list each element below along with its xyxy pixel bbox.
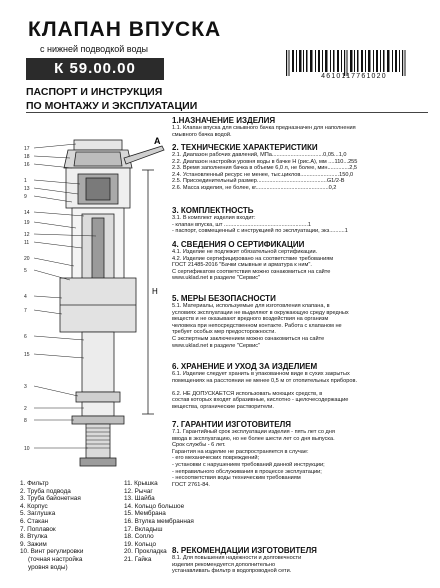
part-item: 11. Крышка: [124, 480, 158, 487]
callout-13: 7: [24, 308, 27, 314]
callout-18: 8: [24, 418, 27, 424]
callout-10: 20: [24, 256, 30, 262]
part-item: 9. Зажим: [20, 540, 47, 548]
section-title: 3. КОМПЛЕКТНОСТЬ: [172, 206, 254, 215]
callout-0: 17: [24, 146, 30, 152]
passport-heading: ПАСПОРТ И ИНСТРУКЦИЯ: [26, 86, 163, 98]
part-item: 3. Труба байонетная: [20, 495, 81, 503]
part-item: 15. Мембрана: [124, 510, 166, 518]
part-item: 18. Сопло: [124, 533, 154, 541]
callout-1: 18: [24, 154, 30, 160]
callout-8: 12: [24, 232, 30, 238]
section-title: 5. МЕРЫ БЕЗОПАСНОСТИ: [172, 294, 276, 303]
part-item: 14. Кольцо большое: [124, 502, 185, 510]
callout-7: 19: [24, 220, 30, 226]
part-item: 16. Втулка мембранная: [124, 517, 194, 525]
section-body: 7.1. Гарантийный срок эксплуатации изделия - пять лет со дня ввода в эксплуатацию, но не более шести лет со дня выпуска. Срок службы - 6 лет. Гарантия на изделие не распространяется в случае: - его механических повреждений; - установки с нарушением требований данной инструкции; - неправильного обслуживания в процессе эксплуатации; - несоответствия воды техническим требованиям ГОСТ 2761-84.: [172, 429, 335, 488]
part-item: 19. Кольцо: [124, 540, 156, 548]
model-number-badge: К 59.00.00: [26, 58, 164, 80]
callout-9: 11: [24, 240, 30, 246]
part-item: 20. Прокладка: [124, 548, 167, 556]
callout-19: 10: [24, 446, 30, 452]
part-item: 4. Корпус: [20, 502, 48, 510]
part-item: 2. Труба подвода: [20, 487, 71, 495]
part-item: 5. Заглушка: [20, 510, 56, 518]
section-body: 6.1. Изделие следует хранить в упакованном виде в сухих закрытых помещениях на расстоянии не менее 0,5 м от отопительных приборов. 6.2. НЕ ДОПУСКАЕТСЯ использовать моющих средств, в состав которых входят абразивные, кислотно - щелочесодержащие вещества, органические растворители.: [172, 371, 357, 410]
section-title: 6. ХРАНЕНИЕ И УХОД ЗА ИЗДЕЛИЕМ: [172, 362, 318, 371]
callout-6: 14: [24, 210, 30, 216]
part-item: 7. Поплавок: [20, 525, 56, 533]
section-title: 4. СВЕДЕНИЯ О СЕРТИФИКАЦИИ: [172, 240, 305, 249]
part-item: 1. Фильтр: [20, 480, 49, 487]
callout-14: 6: [24, 334, 27, 340]
section-2: [172, 143, 430, 192]
part-item: 21. Гайка: [124, 555, 152, 563]
part-item: уровня воды): [28, 563, 68, 571]
label-h: H: [152, 287, 158, 296]
callout-5: 9: [24, 194, 27, 200]
section-5: [172, 294, 430, 349]
label-a: А: [154, 136, 161, 146]
barcode-number: 4610117761020: [321, 73, 387, 80]
document-title: КЛАПАН ВПУСКА: [28, 18, 222, 41]
section-body: 4.1. Изделие не подлежит обязательной сертификации. 4.2. Изделие сертифицировано на соответствие требованиям ГОСТ 21485-2016 "Бачки смывные и арматура к ним". С сертификатом соответствия можно ознакомиться на сайте www.uklad.net в разделе "Сервис": [172, 249, 334, 282]
part-item: 6. Стакан: [20, 517, 49, 525]
valve-diagram: [12, 118, 172, 478]
part-item: 12. Рычаг: [124, 487, 153, 495]
section-title: 1.НАЗНАЧЕНИЕ ИЗДЕЛИЯ: [172, 116, 276, 125]
callout-11: 5: [24, 268, 27, 274]
part-item: 10. Винт регулировки: [20, 548, 84, 556]
section-8: [172, 546, 430, 575]
callout-4: 13: [24, 186, 30, 192]
section-body: 2.1. Диапазон рабочих давлений, МПа.................................0,05...1,0 2.2. Диапазон настройки уровня воды в бачке Н (рис.А), мм ....110...255 2.3. Время заполнения бачка в объеме 6,0 л, не более, мин..............2,5 2.4. Установленный ресурс не менее, тыс.циклов.........................150,0 2.5. Присоединительный размер.............................................G1/2-В 2.6. Масса изделия, не более, кг...............................................0,2: [172, 152, 358, 191]
part-item: 17. Вкладыш: [124, 525, 163, 533]
section-3: [172, 206, 430, 235]
callout-2: 16: [24, 162, 30, 168]
section-1: [172, 116, 430, 138]
section-body: 5.1. Материалы, используемые для изготовления клапана, в условиях эксплуатации не выделяют в окружающую среду вредных веществ и не оказывают вредного воздействия на организм человека при непосредственном контакте. Работа с клапаном не требует особых мер предосторожности. С экспертным заключением можно ознакомиться на сайте www.uklad.net в разделе "Сервис": [172, 303, 349, 349]
parts-list-left: [20, 480, 140, 571]
section-7: [172, 420, 430, 488]
document-subtitle: с нижней подводкой воды: [40, 44, 148, 54]
section-title: 2. ТЕХНИЧЕСКИЕ ХАРАКТЕРИСТИКИ: [172, 143, 318, 152]
header-divider: [26, 112, 428, 113]
section-body: 1.1. Клапан впуска для смывного бачка предназначен для наполнения смывного бачка водой.: [172, 125, 356, 138]
section-body: 8.1. Для повышения надежности и долговечности изделия рекомендуется дополнительно устанавливать фильтр в водопроводной сети.: [172, 555, 302, 575]
section-body: 3.1. В комплект изделия входит: - клапан впуска, шт ......................................................1 - паспорт, совмещенный с инструкцией по эксплуатации, экз..........1: [172, 215, 348, 235]
part-item: (точная настройка: [28, 555, 83, 563]
callout-17: 2: [24, 406, 27, 412]
section-4: [172, 240, 430, 282]
callout-3: 1: [24, 178, 27, 184]
barcode: [280, 50, 428, 82]
part-item: 8. Втулка: [20, 533, 48, 541]
part-item: 13. Шайба: [124, 495, 155, 503]
callout-16: 3: [24, 384, 27, 390]
valve-drawing: [12, 118, 172, 478]
section-6: [172, 362, 430, 411]
section-title: 7. ГАРАНТИИ ИЗГОТОВИТЕЛЯ: [172, 420, 291, 429]
mounting-heading: ПО МОНТАЖУ И ЭКСПЛУАТАЦИИ: [26, 100, 198, 112]
callout-15: 15: [24, 352, 30, 358]
callout-12: 4: [24, 294, 27, 300]
section-title: 8. РЕКОМЕНДАЦИИ ИЗГОТОВИТЕЛЯ: [172, 546, 317, 555]
